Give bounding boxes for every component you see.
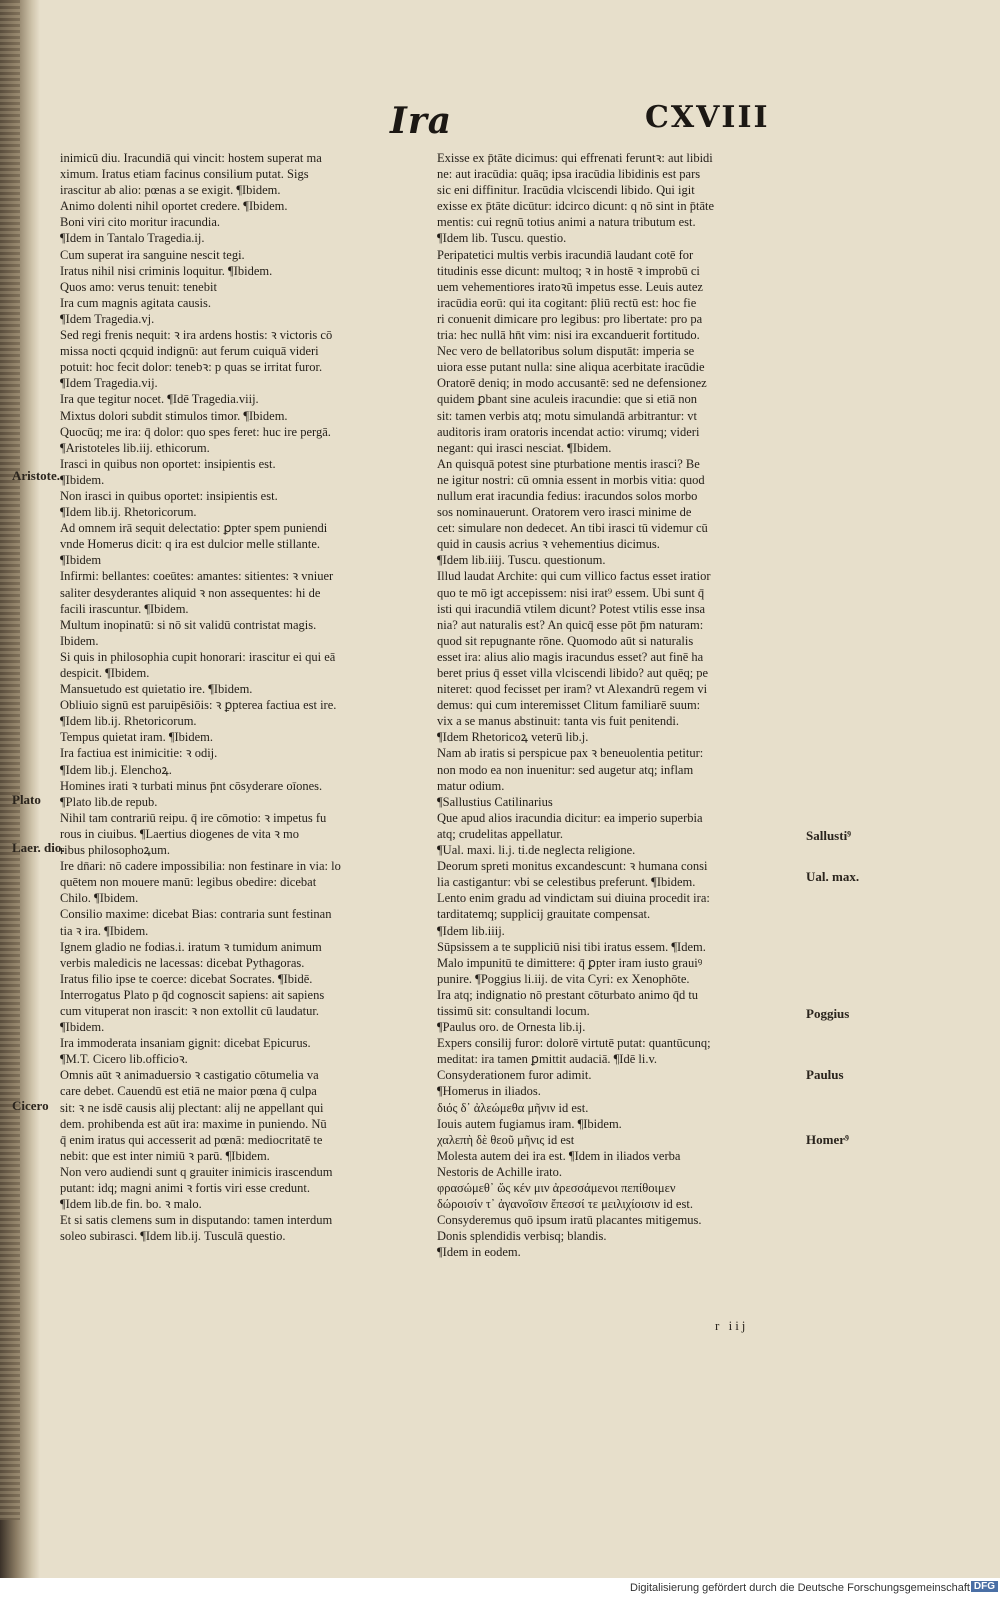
text-line: inimicū diu. Iracundiā qui vincit: hostem superat ma: [60, 151, 322, 165]
text-line: irascitur ab alio: pœnas a se exigit. ¶Ibidem.: [60, 183, 281, 198]
text-line: Interrogatus Plato p q̄d cognoscit sapiens: ait sapiens: [60, 987, 325, 1002]
text-line: χαλεπὴ δὲ θεοῦ μῆνις id est: [437, 1132, 575, 1147]
text-line: Lento enim gradu ad vindictam sui diuina procedit ira:: [437, 891, 710, 906]
text-line: Ira atq; indignatio nō prestant cōturbato animo q̄d tu: [437, 987, 699, 1002]
text-line: Ad omnem irā sequit delectatio: ꝑpter spem puniendi: [60, 521, 328, 536]
text-line: ¶M.T. Cicero lib.officioꝛ.: [60, 1052, 188, 1067]
margin-note-ual-max: Ual. max.: [806, 869, 860, 884]
text-line: q̄ enim iratus qui accesserit ad pœnā: mediocritatē te: [60, 1132, 323, 1147]
margin-note-cicero: Cicero: [12, 1098, 49, 1113]
text-line: ¶Idem lib.ij. Rhetoricorum.: [60, 505, 197, 520]
text-line: uiora esse putant nulla: sine aliqua acerbitate iracūdie: [437, 360, 705, 375]
text-line: ri conuenit dimicare pro legibus: pro libertate: pro pa: [437, 311, 703, 326]
text-line: ¶Homerus in iliados.: [437, 1084, 541, 1099]
text-line: atq; crudelitas appellatur.: [437, 826, 563, 841]
left-text-column: [60, 150, 430, 1244]
text-line: Nestoris de Achille irato.: [437, 1164, 562, 1179]
text-line: διός δ᾽ ἀλεώμεθα μῆνιν id est.: [437, 1100, 589, 1115]
margin-note-poggius: Poggius: [806, 1006, 850, 1021]
text-line: non modo ea non inuenitur: sed augetur atq; inflam: [437, 762, 694, 777]
text-line: ¶Ual. maxi. li.j. ti.de neglecta religione.: [437, 843, 636, 858]
text-line: ne: aut iracūdia: quāq; ipsa iracūdia libidinis est pars: [437, 167, 701, 182]
text-line: Iratus filio ipse te coerce: dicebat Socrates. ¶Ibidē.: [60, 971, 313, 986]
text-line: nia? aut naturalis est? An quicq̄ esse pōt p̄m naturam:: [437, 617, 704, 632]
text-line: uem vehementiores iratoꝛū impetus esse. Leuis autez: [437, 279, 703, 294]
text-line: Oratorē deniq; in modo accusantē: sed ne defensionez: [437, 376, 707, 391]
text-line: ¶Idem lib.iiij. Tuscu. questionum.: [437, 553, 606, 568]
text-line: quētem non mouere manū: legibus obedire: dicebat: [60, 875, 317, 890]
text-line: tissimū sit: consultandi locum.: [437, 1003, 590, 1018]
text-line: Consyderationem furor adimit.: [437, 1068, 592, 1083]
text-line: ¶Idem lib.de fin. bo. ꝛ malo.: [60, 1197, 202, 1212]
text-line: Consilio maxime: dicebat Bias: contraria sunt festinan: [60, 907, 332, 922]
text-line: Quos amo: verus tenuit: tenebit: [60, 279, 217, 294]
text-line: vnde Homerus dicit: q ira est dulcior melle stillante.: [60, 537, 321, 552]
text-line: demus: qui cum interemisset Clitum familiarē suum:: [437, 698, 701, 713]
text-line: Multum inopinatū: si nō sit validū contristat magis.: [60, 617, 317, 632]
text-line: meditat: ira tamen ꝑmittit audaciā. ¶Idē li.v.: [437, 1052, 658, 1067]
text-line: Et si satis clemens sum in disputando: tamen interdum: [60, 1213, 333, 1228]
printer-signature-mark: r iij: [715, 1318, 749, 1333]
text-line: Cum superat ira sanguine nescit tegi.: [60, 247, 245, 262]
text-line: ¶Ibidem: [60, 553, 102, 568]
text-line: Chilo. ¶Ibidem.: [60, 891, 139, 906]
text-line: Ira immoderata insaniam gignit: dicebat Epicurus.: [60, 1036, 311, 1051]
text-line: Que apud alios iracundia dicitur: ea imperio superbia: [437, 810, 703, 825]
text-line: Iouis autem fugiamus iram. ¶Ibidem.: [437, 1116, 622, 1131]
page-leaf-edges: [0, 0, 20, 1520]
text-line: isti qui iracundiā vtilem dicunt? Potest vtilis esse insa: [437, 601, 706, 616]
text-line: quo te mō igt accepissem: nisi irat⁹ essem. Ubi sunt q̄: [437, 585, 705, 600]
text-line: vix a se manus abstinuit: tanta vis fuit penitendi.: [437, 714, 679, 729]
text-line: nebit: que est inter nimiū ꝛ parū. ¶Ibidem.: [60, 1148, 270, 1163]
text-line: ¶Idem in eodem.: [437, 1245, 521, 1260]
text-line: Non vero audiendi sunt q grauiter inimicis irascendum: [60, 1164, 333, 1179]
text-line: Exisse ex p̄tāte dicimus: qui effrenati feruntꝛ: aut libidi: [437, 151, 713, 165]
text-line: Sūpsissem a te suppliciū nisi tibi iratus essem. ¶Idem.: [437, 939, 706, 954]
text-line: Malo impunitū te dimittere: q̄ ꝑpter iram iusto grauiꝰ: [437, 955, 703, 970]
text-line: despicit. ¶Ibidem.: [60, 666, 150, 680]
text-line: sic eni diffinitur. Iracūdia vlciscendi libido. Qui igit: [437, 183, 695, 198]
margin-note-laer-dio: Laer. dio.: [12, 840, 65, 855]
text-line: δώροισίν τ᾽ ἀγανοῖσιν ἔπεσσί τε μειλιχίοισιν id est.: [437, 1197, 693, 1212]
right-text-column: [437, 150, 799, 1260]
text-line: ¶Idem Tragedia.vij.: [60, 376, 158, 391]
text-line: Obliuio signū est paruipēsiōis: ꝛ ꝑpterea factiua est ire.: [60, 698, 337, 713]
text-line: sos nominauerunt. Oratorem vero irasci minime de: [437, 505, 692, 520]
text-line: ¶Idem Tragedia.vj.: [60, 311, 155, 326]
margin-note-plato: Plato: [12, 792, 41, 807]
text-line: tia ꝛ ira. ¶Ibidem.: [60, 923, 149, 938]
text-line: Homines irati ꝛ turbati minus p̄nt cōsyderare oīones.: [60, 778, 323, 793]
margin-note-paulus: Paulus: [806, 1067, 844, 1082]
text-line: ribus philosophoꝝum.: [60, 843, 171, 858]
text-line: Si quis in philosophia cupit honorari: irascitur ei qui eā: [60, 649, 336, 664]
text-line: negant: qui irasci nesciat. ¶Ibidem.: [437, 440, 612, 455]
text-line: An quisquā potest sine pturbatione mentis irasci? Be: [437, 456, 700, 471]
text-line: Irasci in quibus non oportet: insipientis est.: [60, 456, 276, 471]
text-line: Molesta autem dei ira est. ¶Idem in iliados verba: [437, 1148, 681, 1163]
text-line: verbis maledicis ne lacessas: dicebat Pythagoras.: [60, 955, 305, 970]
text-line: ¶Ibidem.: [60, 472, 105, 487]
footer-credit-text: Digitalisierung gefördert durch die Deutsche Forschungsgemeinschaft: [630, 1582, 970, 1594]
text-line: tarditatemq; supplicij grauitate compensat.: [437, 907, 651, 922]
text-line: tria: hec nullā hn̄t vim: nisi ira excanduerit fortitudo.: [437, 328, 700, 343]
text-line: Tempus quietat iram. ¶Ibidem.: [60, 730, 214, 745]
text-line: Ira factiua est inimicitie: ꝛ odij.: [60, 746, 218, 761]
text-line: Iratus nihil nisi criminis loquitur. ¶Ibidem.: [60, 263, 273, 278]
text-line: cet: simulare non dedecet. An tibi irasci tū videmur cū: [437, 521, 708, 536]
text-line: ¶Idem lib.iiij.: [437, 923, 505, 938]
text-line: ¶Ibidem.: [60, 1020, 105, 1035]
text-line: nullum erat iracundia fedius: iracundos solos morbo: [437, 488, 698, 503]
text-line: Consyderemus quō ipsum iratū placantes mitigemus.: [437, 1213, 702, 1228]
margin-note-aristote: Aristote.: [12, 468, 61, 483]
text-line: care debet. Cauendū est etiā ne maior pœna q̄ culpa: [60, 1084, 317, 1099]
text-line: potuit: hoc fecit dolor: tenebꝛ: p quas se irritat furor.: [60, 360, 323, 375]
text-line: Mixtus dolori subdit stimulos timor. ¶Ibidem.: [60, 408, 288, 423]
text-line: Omnis aūt ꝛ animaduersio ꝛ castigatio cōtumelia va: [60, 1068, 319, 1083]
text-line: rous in ciuibus. ¶Laertius diogenes de vita ꝛ mo: [60, 826, 299, 841]
text-line: ¶Aristoteles lib.iij. ethicorum.: [60, 440, 210, 455]
digitization-footer: [0, 1578, 1000, 1600]
text-line: ne igitur nostri: cū omnia essent in morbis vitia: quod: [437, 472, 705, 487]
text-line: Nam ab iratis si perspicue pax ꝛ beneuolentia petitur:: [437, 746, 704, 761]
text-line: iracūdia eorū: qui ita cogitant: p̄liū rectū est: hoc fie: [437, 295, 697, 310]
text-line: Nihil tam contrariū reipu. q̄ ire cōmotio: ꝛ impetus fu: [60, 810, 327, 825]
text-line: mentis: cui regnū totius animi a natura tributum est.: [437, 215, 696, 230]
text-line: Ira cum magnis agitata causis.: [60, 295, 211, 310]
text-line: Animo dolenti nihil oportet credere. ¶Ibidem.: [60, 199, 288, 214]
text-line: missa nocti qcquid indignū: aut ferum cuiquā videri: [60, 344, 319, 359]
text-line: punire. ¶Poggius li.iij. de vita Cyri: ex Xenophōte.: [437, 971, 690, 986]
text-line: Donis splendidis verbisq; blandis.: [437, 1229, 607, 1244]
folio-number: CXVIII: [645, 100, 770, 135]
text-line: auditoris iram oratoris incendat actio: virumq; videri: [437, 424, 700, 439]
text-line: esset ira: alius alio magis iracundus esset? aut finē ha: [437, 649, 704, 664]
text-line: niteret: quod fecisset per iram? vt Alexandrū regem vi: [437, 682, 708, 697]
text-line: ¶Paulus oro. de Ornesta lib.ij.: [437, 1020, 586, 1035]
text-line: Peripatetici multis verbis iracundiā laudant cotē for: [437, 247, 694, 262]
text-line: ¶Idem lib. Tuscu. questio.: [437, 231, 567, 246]
text-line: Mansuetudo est quietatio ire. ¶Ibidem.: [60, 682, 253, 697]
text-line: matur odium.: [437, 778, 505, 793]
text-line: ¶Idem Rhetoricoꝝ veterū lib.j.: [437, 730, 589, 745]
text-line: titudinis esse dicunt: multoq; ꝛ in hostē ꝛ improbū ci: [437, 263, 700, 278]
text-line: beret prius q̄ esset villa vlciscendi libido? aut quēq; pe: [437, 666, 709, 680]
text-line: putant: idq; magni animi ꝛ fortis viri esse credunt.: [60, 1181, 310, 1195]
text-line: quid in causis acrius ꝛ vehementius dicimus.: [437, 537, 660, 552]
text-line: facili irascuntur. ¶Ibidem.: [60, 601, 189, 616]
text-line: Sed regi frenis nequit: ꝛ ira ardens hostis: ꝛ victoris cō: [60, 328, 333, 343]
text-line: exisse ex p̄tāte dicūtur: idcirco dicunt: q nō sint in p̄tāte: [437, 199, 715, 214]
text-line: saliter desyderantes aliquid ꝛ non assequentes: hi de: [60, 585, 321, 600]
dfg-logo[interactable]: DFG: [971, 1581, 998, 1592]
text-line: Expers consilij furor: dolorē virtutē putat: quantūcunq;: [437, 1036, 711, 1051]
text-line: sit: tamen verbis atq; motu simulandā arbitrantur: vt: [437, 408, 698, 423]
text-line: ¶Idem lib.ij. Rhetoricorum.: [60, 714, 197, 729]
text-line: ¶Sallustius Catilinarius: [437, 794, 553, 809]
margin-note-homer: Homer⁹: [806, 1132, 849, 1147]
text-line: Ignem gladio ne fodias.i. iratum ꝛ tumidum animum: [60, 939, 322, 954]
text-line: Ire dn̄ari: nō cadere impossibilia: non festinare in via: lo: [60, 859, 341, 874]
text-line: φρασώμεθ᾽ ὥς κέν μιν ἀρεσσάμενοι πεπίθοιμεν: [437, 1181, 676, 1195]
text-line: lia castigantur: vbi se celestibus preferunt. ¶Ibidem.: [437, 875, 696, 890]
text-line: Boni viri cito moritur iracundia.: [60, 215, 221, 230]
text-line: ¶Idem lib.j. Elenchoꝝ.: [60, 762, 172, 777]
text-line: ¶Plato lib.de repub.: [60, 794, 158, 809]
text-line: Illud laudat Archite: qui cum villico factus esset iratior: [437, 569, 711, 584]
text-line: Deorum spreti monitus excandescunt: ꝛ humana consi: [437, 859, 708, 874]
text-line: soleo subirasci. ¶Idem lib.ij. Tusculā questio.: [60, 1229, 286, 1244]
text-line: Ira que tegitur nocet. ¶Idē Tragedia.viij.: [60, 392, 259, 407]
text-line: Infirmi: bellantes: coeūtes: amantes: sitientes: ꝛ vniuer: [60, 569, 334, 584]
text-line: Nec vero de bellatoribus solum disputāt: imperia se: [437, 344, 695, 359]
text-line: cum vituperat non irascit: ꝛ non extollit cū laudatur.: [60, 1003, 319, 1018]
text-line: dem. prohibenda est aūt ira: maxime in puniendo. Nū: [60, 1116, 327, 1131]
text-line: quidem ꝑbant sine aculeis iracundie: que si etiā non: [437, 392, 697, 407]
text-line: Ibidem.: [60, 633, 99, 648]
text-line: Non irasci in quibus oportet: insipientis est.: [60, 488, 278, 503]
text-line: sit: ꝛ ne isdē causis alij plectant: alij ne appellant qui: [60, 1100, 324, 1115]
text-line: Quocūq; me ira: q̄ dolor: quo spes feret: huc ire pergā.: [60, 424, 331, 439]
text-line: ¶Idem in Tantalo Tragedia.ij.: [60, 231, 205, 246]
running-head-title: Ira: [390, 100, 453, 142]
text-line: ximum. Iratus etiam facinus consilium putat. Sigs: [60, 167, 309, 182]
text-line: quod sit repugnante rōne. Quomodo aūt si naturalis: [437, 633, 694, 648]
margin-note-sallusti: Sallusti⁹: [806, 828, 852, 843]
